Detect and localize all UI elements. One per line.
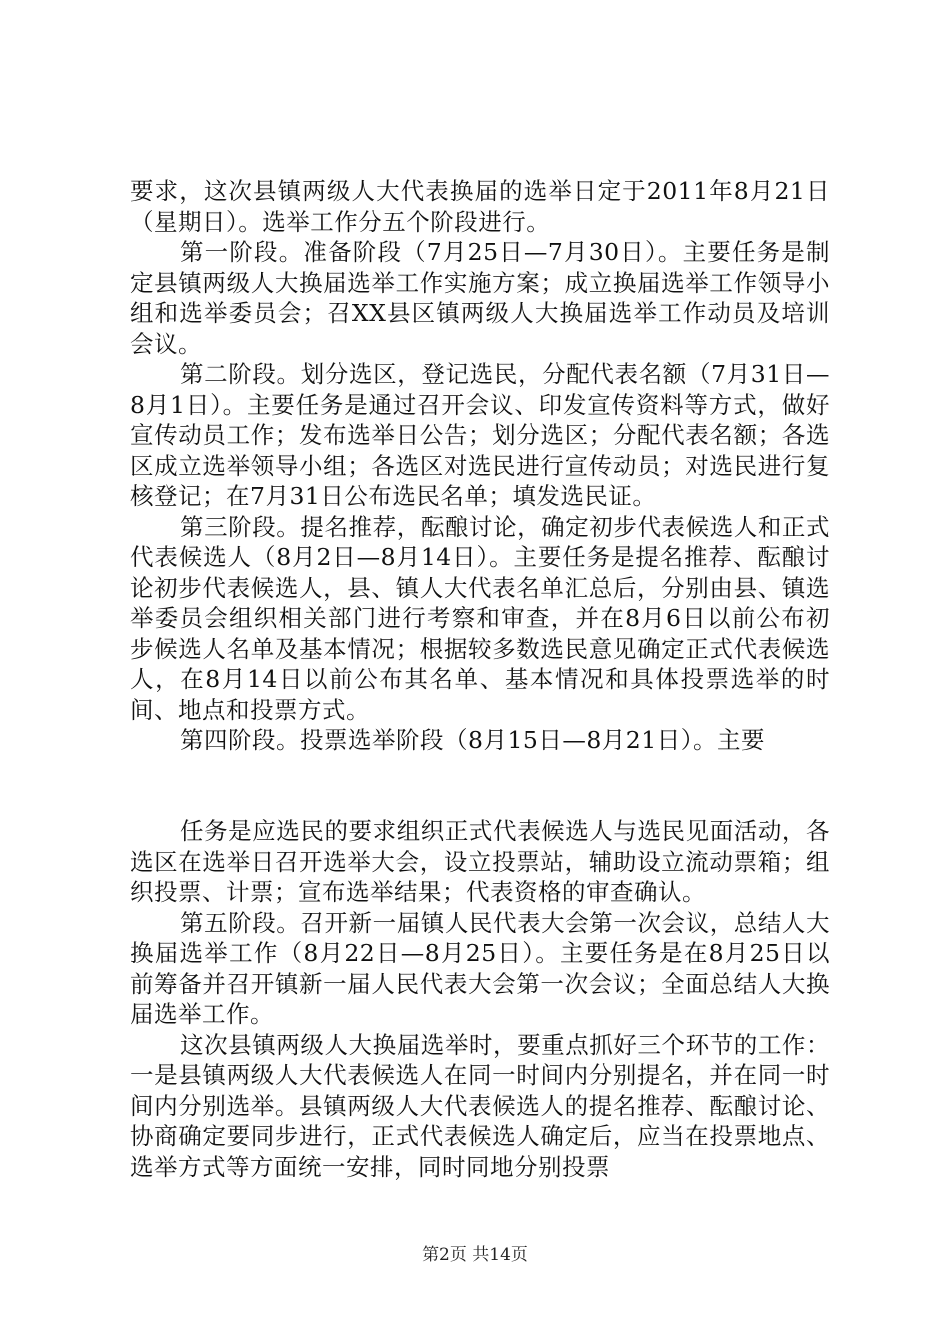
paragraph: 要求，这次县镇两级人大代表换届的选举日定于2011年8月21日（星期日）。选举工作分五个阶段进行。: [130, 177, 830, 236]
paragraph: 第四阶段。投票选举阶段（8月15日—8月21日）。主要: [180, 726, 765, 754]
paragraph: 第一阶段。准备阶段（7月25日—7月30日）。主要任务是制定县镇两级人大换届选举工作实施方案；成立换届选举工作领导小组和选举委员会；召XX县区镇两级人大换届选举工作动员及培训会议。: [130, 238, 830, 358]
paragraph: 这次县镇两级人大换届选举时，要重点抓好三个环节的工作：一是县镇两级人大代表候选人在同一时间内分别提名，并在同一时间内分别选举。县镇两级人大代表候选人的提名推荐、酝酿讨论、协商确定要同步进行，正式代表候选人确定后，应当在投票地点、选举方式等方面统一安排，同时同地分别投票: [130, 1030, 830, 1181]
paragraph: 第五阶段。召开新一届镇人民代表大会第一次会议，总结人大换届选举工作（8月22日—8月25日）。主要任务是在8月25日以前筹备并召开镇新一届人民代表大会第一次会议；全面总结人大换届选举工作。: [130, 908, 830, 1028]
paragraph: 第二阶段。划分选区，登记选民，分配代表名额（7月31日—8月1日）。主要任务是通过召开会议、印发宣传资料等方式，做好宣传动员工作；发布选举日公告；划分选区；分配代表名额；各选区成立选举领导小组；各选区对选民进行宣传动员；对选民进行复核登记；在7月31日公布选民名单；填发选民证。: [130, 360, 830, 510]
text-block-upper: [130, 176, 830, 756]
page-number-footer: 第2页 共14页: [422, 1245, 528, 1265]
paragraph: 第三阶段。提名推荐，酝酿讨论，确定初步代表候选人和正式代表候选人（8月2日—8月14日）。主要任务是提名推荐、酝酿讨论初步代表候选人，县、镇人大代表名单汇总后，分别由县、镇选举委员会组织相关部门进行考察和审查，并在8月6日以前公布初步候选人名单及基本情况；根据较多数选民意见确定正式代表候选人，在8月14日以前公布其名单、基本情况和具体投票选举的时间、地点和投票方式。: [130, 512, 830, 724]
paragraph: 任务是应选民的要求组织正式代表候选人与选民见面活动，各选区在选举日召开选举大会，设立投票站，辅助设立流动票箱；组织投票、计票；宣布选举结果；代表资格的审查确认。: [130, 817, 830, 906]
text-block-lower: [130, 816, 830, 1182]
